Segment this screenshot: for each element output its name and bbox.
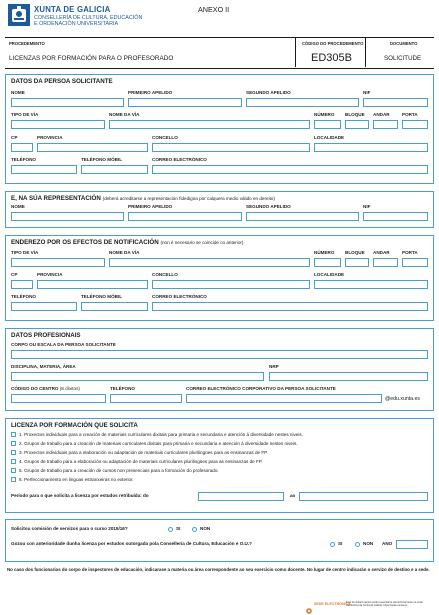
q2-non-label: NON — [363, 541, 374, 546]
license-option-5-label: 5. Grupos de traballo para a creación de cursos non presenciais para a formación do profesorado. — [19, 467, 219, 473]
prof-codigo-centro-text: CÓDIGO DO CENTRO — [11, 386, 59, 391]
license-period-label: Período para o que solicita a licenza por estudos retribuída: do — [11, 493, 149, 498]
notif-localidade-label: LOCALIDADE — [314, 272, 345, 277]
notif-nome-via-label: NOME DA VÍA — [109, 250, 140, 255]
prof-nrp-field[interactable] — [269, 372, 428, 381]
applicant-telefono-field[interactable] — [11, 165, 77, 174]
license-option-6-checkbox[interactable] — [11, 477, 16, 482]
applicant-nome-via-field[interactable] — [109, 120, 310, 129]
notif-porta-field[interactable] — [402, 258, 428, 267]
license-option-6-label: 6. Perfeccionamento en linguas estranxeiras no exterior. — [19, 476, 134, 482]
q2-ano-label: ANO — [382, 541, 393, 546]
org-name: XUNTA DE GALICIA — [34, 5, 111, 14]
applicant-apelido2-field[interactable] — [246, 98, 359, 107]
applicant-nome-field[interactable] — [11, 98, 124, 107]
notif-telefono-movil-field[interactable] — [81, 302, 148, 311]
notif-tipo-via-field[interactable] — [11, 258, 105, 267]
procedure-code: ED305B — [311, 52, 352, 64]
document-label: DOCUMENTO — [390, 41, 418, 46]
prof-codigo-centro-note: (8 díxitos) — [59, 386, 80, 391]
license-option-2-checkbox[interactable] — [11, 441, 16, 446]
annex-label: ANEXO II — [198, 5, 230, 14]
notif-email-label: CORREO ELECTRÓNICO — [152, 294, 207, 299]
prof-codigo-centro-field[interactable] — [11, 394, 106, 403]
applicant-localidade-label: LOCALIDADE — [314, 135, 345, 140]
rep-apelido2-field[interactable] — [246, 212, 359, 221]
applicant-title: DATOS DA PERSOA SOLICITANTE — [11, 78, 113, 85]
applicant-localidade-field[interactable] — [314, 143, 428, 152]
prof-nrp-label: NRP — [269, 364, 279, 369]
license-option-1-label: 1. Proxectos individuais para a creación de materiais curriculares dixitais para primaria e secundaria e atención á diversidade nestes niveis. — [19, 431, 303, 437]
license-period-to-label: ao — [290, 493, 296, 498]
prof-corpo-label: CORPO OU ESCALA DA PERSOA SOLICITANTE — [11, 342, 116, 347]
applicant-apelido1-field[interactable] — [128, 98, 242, 107]
applicant-bloque-label: BLOQUE — [345, 112, 365, 117]
representative-note: (deberá acreditarse a representación fidedigna por calquera medio válido en dereito) — [102, 196, 275, 201]
q2-ano-field[interactable] — [396, 540, 428, 549]
dept-line-1: CONSELLERÍA DE CULTURA, EDUCACIÓN — [34, 15, 143, 21]
sede-electronica-logo — [306, 601, 312, 607]
rep-apelido1-label: PRIMEIRO APELIDO — [128, 204, 173, 209]
document-value: SOLICITUDE — [384, 55, 422, 62]
notif-concello-label: CONCELLO — [152, 272, 178, 277]
applicant-concello-field[interactable] — [152, 143, 310, 152]
applicant-porta-label: PORTA — [402, 112, 418, 117]
notif-email-field[interactable] — [152, 302, 428, 311]
prof-disciplina-field[interactable] — [11, 372, 264, 381]
license-option-2-label: 2. Grupos de traballo para a creación de materiais curriculares dixitais para primaria e secundaria e atención á diversidade nestes niveis. — [19, 440, 298, 446]
q1-si-radio[interactable] — [168, 527, 173, 532]
applicant-andar-label: ANDAR — [373, 112, 390, 117]
applicant-provincia-field[interactable] — [37, 143, 148, 152]
applicant-numero-label: NÚMERO — [314, 112, 335, 117]
rep-nome-field[interactable] — [11, 212, 124, 221]
professional-title: DATOS PROFESIONAIS — [11, 332, 81, 339]
applicant-apelido1-label: PRIMEIRO APELIDO — [128, 90, 173, 95]
notification-title-text: ENDEREZO POR OS EFECTOS DE NOTIFICACIÓN — [11, 239, 159, 246]
notif-porta-label: PORTA — [402, 250, 418, 255]
applicant-telefono-label: TELÉFONO — [11, 157, 37, 162]
license-option-3-label: 3. Proxectos individuais para a elaboración ou adaptación de materiais curriculares plurilingües para as ensinanzas de FP. — [19, 449, 268, 455]
q2-si-radio[interactable] — [330, 542, 335, 547]
footer-brand: SEDE ELECTRÓNICA — [314, 602, 351, 606]
footer-text: Este formulario tamén pode presentarse electrónicamente na sede electrónica da Xunta de Galicia: https://sede.xunta.es — [346, 600, 423, 607]
notif-provincia-label: PROVINCIA — [37, 272, 63, 277]
notif-andar-field[interactable] — [373, 258, 398, 267]
q1-si-label: SI — [176, 526, 181, 531]
xunta-logo — [8, 4, 30, 26]
rep-nif-label: NIF — [363, 204, 371, 209]
license-option-1-checkbox[interactable] — [11, 432, 16, 437]
coat-of-arms-icon — [8, 4, 30, 26]
applicant-porta-field[interactable] — [402, 120, 428, 129]
notif-nome-via-field[interactable] — [109, 258, 310, 267]
applicant-telefono-movil-label: TELÉFONO MÓBIL — [81, 157, 123, 162]
applicant-andar-field[interactable] — [373, 120, 398, 129]
inspectors-note: No caso dos funcionarios do corpo de inspectores de educación, indicarase a materia ou área correspondente ao seu exercicio como docente. No lugar de centro indicarán o servizo de destino e a sede. — [7, 567, 430, 572]
q1-non-radio[interactable] — [192, 527, 197, 532]
prof-email-corp-label: CORREO ELECTRÓNICO CORPORATIVO DA PERSOA SOLICITANTE — [186, 386, 336, 391]
license-period-to-field[interactable] — [299, 492, 428, 501]
notif-cp-label: CP — [11, 272, 18, 277]
prof-corpo-field[interactable] — [11, 350, 428, 359]
prof-disciplina-label: DISCIPLINA, MATERIA, ÁREA — [11, 364, 76, 369]
license-option-3-checkbox[interactable] — [11, 450, 16, 455]
applicant-nome-via-label: NOME DA VÍA — [109, 112, 140, 117]
applicant-bloque-field[interactable] — [345, 120, 369, 129]
notif-numero-label: NÚMERO — [314, 250, 335, 255]
q1-label: Solicitou comisión de servizos para o curso 2015/16? — [11, 526, 128, 531]
applicant-apelido2-label: SEGUNDO APELIDO — [246, 90, 291, 95]
applicant-concello-label: CONCELLO — [152, 135, 178, 140]
rep-nome-label: NOME — [11, 204, 25, 209]
q2-non-radio[interactable] — [355, 542, 360, 547]
notif-cp-field[interactable] — [11, 280, 33, 289]
applicant-nif-label: NIF — [363, 90, 371, 95]
notif-bloque-field[interactable] — [345, 258, 369, 267]
prof-telefono-field[interactable] — [110, 394, 182, 403]
applicant-cp-label: CP — [11, 135, 18, 140]
applicant-email-field[interactable] — [152, 165, 428, 174]
license-option-4-label: 4. Grupos de traballo para a elaboración ou adaptación de materiais curriculares plurilingües para as ensinanzas de FP. — [19, 458, 263, 464]
procedure-name: LICENZAS POR FORMACIÓN PARA O PROFESORADO — [9, 55, 174, 62]
procedure-box — [5, 37, 434, 69]
q2-si-label: SI — [338, 541, 343, 546]
license-option-5-checkbox[interactable] — [11, 468, 16, 473]
notif-localidade-field[interactable] — [314, 280, 428, 289]
rep-nif-field[interactable] — [363, 212, 428, 221]
applicant-tipo-via-label: TIPO DE VÍA — [11, 112, 39, 117]
applicant-cp-field[interactable] — [11, 143, 33, 152]
license-period-from-field[interactable] — [198, 492, 284, 501]
notif-telefono-field[interactable] — [11, 302, 77, 311]
notif-telefono-label: TELÉFONO — [11, 294, 37, 299]
q2-label: Gozou con anterioridade dunha licenza por estudos outorgada pola Consellería de Cultura, Educación e O.U.? — [11, 541, 252, 546]
applicant-telefono-movil-field[interactable] — [81, 165, 148, 174]
notif-numero-field[interactable] — [314, 258, 341, 267]
license-option-4-checkbox[interactable] — [11, 459, 16, 464]
sede-electronica-icon — [306, 608, 312, 614]
notif-telefono-movil-label: TELÉFONO MÓBIL — [81, 294, 123, 299]
rep-apelido1-field[interactable] — [128, 212, 242, 221]
rep-apelido2-label: SEGUNDO APELIDO — [246, 204, 291, 209]
applicant-email-label: CORREO ELECTRÓNICO — [152, 157, 207, 162]
q1-non-label: NON — [200, 526, 211, 531]
notif-andar-label: ANDAR — [373, 250, 390, 255]
representative-title-text: E, NA SÚA REPRESENTACIÓN — [11, 195, 101, 202]
notif-concello-field[interactable] — [152, 280, 310, 289]
notif-tipo-via-label: TIPO DE VÍA — [11, 250, 39, 255]
license-title: LICENZA POR FORMACIÓN QUE SOLICITA — [11, 422, 138, 429]
prof-codigo-centro-label — [11, 387, 80, 392]
notification-title — [11, 240, 243, 246]
applicant-tipo-via-field[interactable] — [11, 120, 105, 129]
applicant-provincia-label: PROVINCIA — [37, 135, 63, 140]
dept-line-2: E ORDENACIÓN UNIVERSITARIA — [34, 21, 119, 27]
notif-bloque-label: BLOQUE — [345, 250, 365, 255]
notif-provincia-field[interactable] — [37, 280, 148, 289]
prof-email-corp-field[interactable] — [186, 394, 382, 403]
procedure-label: PROCEDEMENTO — [9, 41, 45, 46]
procedure-code-label: CÓDIGO DO PROCEDEMENTO — [302, 41, 364, 46]
prof-telefono-label: TELÉFONO — [110, 386, 136, 391]
applicant-nif-field[interactable] — [363, 98, 428, 107]
prof-email-domain: @edu.xunta.es — [385, 396, 420, 402]
applicant-numero-field[interactable] — [314, 120, 341, 129]
representative-title — [11, 196, 275, 202]
notification-note: (non é necesario se coincide co anterior) — [160, 240, 244, 245]
applicant-nome-label: NOME — [11, 90, 25, 95]
